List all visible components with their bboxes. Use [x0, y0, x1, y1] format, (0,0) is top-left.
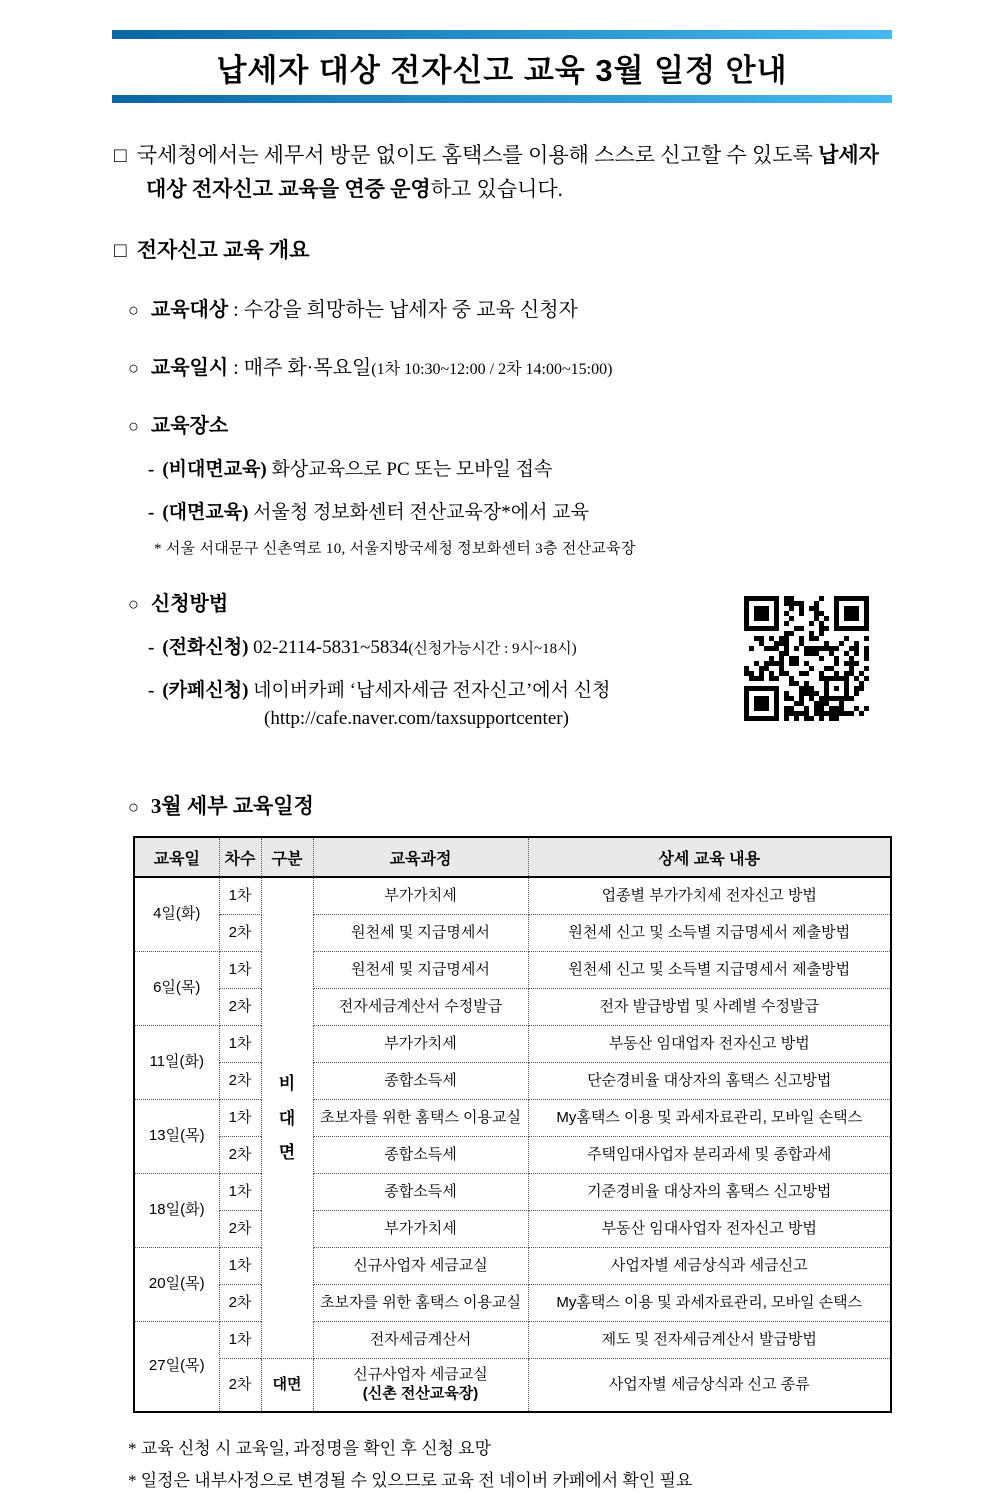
course-cell: 신규사업자 세금교실 [313, 1248, 528, 1285]
square-bullet-icon: □ [114, 143, 127, 167]
table-row [134, 989, 891, 1026]
session-cell: 1차 [219, 1174, 261, 1211]
detail-cell: 원천세 신고 및 소득별 지급명세서 제출방법 [528, 952, 891, 989]
course-cell: 초보자를 위한 홈택스 이용교실 [313, 1285, 528, 1322]
detail-cell: 제도 및 전자세금계산서 발급방법 [528, 1322, 891, 1359]
session-cell: 2차 [219, 1359, 261, 1413]
detail-cell: 부동산 임대업자 전자신고 방법 [528, 1026, 891, 1063]
date-cell: 13일(목) [134, 1100, 219, 1174]
table-row [134, 1026, 891, 1063]
apply-phone-label: (전화신청) [162, 637, 249, 659]
circle-bullet-icon: ○ [128, 358, 139, 379]
title-bottom-bar [112, 95, 892, 103]
circle-bullet-icon: ○ [128, 416, 139, 437]
education-target-value: : 수강을 희망하는 납세자 중 교육 신청자 [228, 299, 578, 322]
education-schedule-label: 교육일시 [150, 357, 229, 380]
qr-code-image [744, 596, 869, 721]
intro-text-post: 하고 있습니다. [430, 176, 563, 201]
detail-cell: 전자 발급방법 및 사례별 수정발급 [528, 989, 891, 1026]
dash-bullet-icon: - [148, 680, 155, 702]
col-header-date: 교육일 [134, 837, 219, 877]
table-row [134, 1174, 891, 1211]
cafe-url: (http://cafe.naver.com/taxsupportcenter) [264, 708, 569, 730]
col-header-session: 차수 [219, 837, 261, 877]
apply-phone-number: 02-2114-5831~5834 [253, 637, 409, 659]
table-row [134, 1248, 891, 1285]
date-cell: 6일(목) [134, 952, 219, 1026]
session-cell: 1차 [219, 1322, 261, 1359]
type-offline-cell: 대면 [261, 1359, 313, 1413]
detail-cell: 주택임대사업자 분리과세 및 종합과세 [528, 1137, 891, 1174]
education-target-label: 교육대상 [150, 299, 229, 322]
date-cell: 4일(화) [134, 877, 219, 952]
dash-bullet-icon: - [148, 637, 155, 659]
table-row [134, 1100, 891, 1137]
page-title: 납세자 대상 전자신고 교육 3월 일정 안내 [216, 53, 788, 88]
education-schedule-item [128, 351, 892, 380]
venue-online-item [148, 454, 892, 481]
schedule-heading-label: 3월 세부 교육일정 [150, 794, 314, 819]
overview-heading-label: 전자신고 교육 개요 [136, 238, 310, 263]
table-row [134, 1063, 891, 1100]
detail-cell: 업종별 부가가치세 전자신고 방법 [528, 877, 891, 915]
apply-method-label: 신청방법 [150, 593, 229, 616]
course-cell: 종합소득세 [313, 1137, 528, 1174]
session-cell: 1차 [219, 952, 261, 989]
table-header-row [134, 837, 891, 877]
table-row [134, 915, 891, 952]
apply-cafe-text: 네이버카페 ‘납세자세금 전자신고’에서 신청 [253, 680, 611, 702]
course-cell: 원천세 및 지급명세서 [313, 952, 528, 989]
circle-bullet-icon: ○ [128, 797, 139, 818]
session-cell: 2차 [219, 989, 261, 1026]
course-cell: 부가가치세 [313, 877, 528, 915]
apply-cafe-label: (카페신청) [162, 680, 249, 702]
title-top-bar [112, 30, 892, 39]
detail-cell: 사업자별 세금상식과 세금신고 [528, 1248, 891, 1285]
dash-bullet-icon: - [148, 459, 155, 481]
course-cell: 신규사업자 세금교실 (신촌 전산교육장) [313, 1359, 528, 1413]
circle-bullet-icon: ○ [128, 594, 139, 615]
education-schedule-detail: (1차 10:30~12:00 / 2차 14:00~15:00) [371, 361, 613, 379]
venue-address-note: * 서울 서대문구 신촌역로 10, 서울지방국세청 정보화센터 3층 전산교육장 [154, 541, 636, 558]
education-venue-label: 교육장소 [150, 415, 229, 438]
education-target-item [128, 293, 892, 322]
detail-cell: 부동산 임대사업자 전자신고 방법 [528, 1211, 891, 1248]
venue-online-text: 화상교육으로 PC 또는 모바일 접속 [271, 459, 553, 481]
table-row [134, 877, 891, 915]
col-header-course: 교육과정 [313, 837, 528, 877]
table-row [134, 1137, 891, 1174]
title-block [112, 30, 892, 103]
type-online-cell: 비 대 면 [261, 877, 313, 1359]
session-cell: 1차 [219, 1026, 261, 1063]
footer-notes [128, 1433, 892, 1498]
session-cell: 1차 [219, 1100, 261, 1137]
course-cell: 부가가치세 [313, 1211, 528, 1248]
venue-offline-text: 서울청 정보화센터 전산교육장*에서 교육 [253, 502, 589, 524]
detail-cell: My홈택스 이용 및 과세자료관리, 모바일 손택스 [528, 1285, 891, 1322]
detail-cell: 기준경비율 대상자의 홈택스 신고방법 [528, 1174, 891, 1211]
intro-text-bold: 납세자 대상 전자신고 교육을 연중 운영 [146, 143, 879, 201]
table-row [134, 1211, 891, 1248]
venue-online-label: (비대면교육) [162, 459, 267, 481]
session-cell: 2차 [219, 1211, 261, 1248]
qr-code [744, 596, 869, 721]
date-cell: 18일(화) [134, 1174, 219, 1248]
intro-text-pre: 국세청에서는 세무서 방문 없이도 홈택스를 이용해 스스로 신고할 수 있도록 [136, 143, 819, 167]
course-cell: 종합소득세 [313, 1063, 528, 1100]
detail-cell: 사업자별 세금상식과 신고 종류 [528, 1359, 891, 1413]
col-header-detail: 상세 교육 내용 [528, 837, 891, 877]
square-bullet-icon: □ [114, 238, 127, 263]
footer-note: * 일정은 내부사정으로 변경될 수 있으므로 교육 전 네이버 카페에서 확인 필요 [128, 1471, 693, 1491]
date-cell: 27일(목) [134, 1322, 219, 1413]
session-cell: 1차 [219, 1248, 261, 1285]
session-cell: 2차 [219, 1137, 261, 1174]
course-cell: 종합소득세 [313, 1174, 528, 1211]
course-cell: 전자세금계산서 수정발급 [313, 989, 528, 1026]
date-cell: 11일(화) [134, 1026, 219, 1100]
venue-offline-label: (대면교육) [162, 502, 249, 524]
schedule-table [133, 836, 892, 1413]
session-cell: 2차 [219, 1285, 261, 1322]
session-cell: 2차 [219, 915, 261, 952]
schedule-heading [128, 790, 892, 820]
table-row [134, 1322, 891, 1359]
table-row [134, 952, 891, 989]
session-cell: 1차 [219, 877, 261, 915]
detail-cell: 원천세 신고 및 소득별 지급명세서 제출방법 [528, 915, 891, 952]
footer-note: * 교육 신청 시 교육일, 과정명을 확인 후 신청 요망 [128, 1439, 492, 1459]
education-venue-item [128, 409, 892, 438]
intro-paragraph [114, 139, 892, 206]
apply-phone-hours: (신청가능시간 : 9시~18시) [408, 641, 577, 658]
course-cell: 부가가치세 [313, 1026, 528, 1063]
table-row [134, 1359, 891, 1413]
col-header-type: 구분 [261, 837, 313, 877]
dash-bullet-icon: - [148, 502, 155, 524]
course-cell: 원천세 및 지급명세서 [313, 915, 528, 952]
overview-heading [114, 234, 892, 264]
table-row [134, 1285, 891, 1322]
session-cell: 2차 [219, 1063, 261, 1100]
date-cell: 20일(목) [134, 1248, 219, 1322]
course-cell: 초보자를 위한 홈택스 이용교실 [313, 1100, 528, 1137]
education-schedule-value: : 매주 화·목요일 [228, 357, 372, 380]
detail-cell: My홈택스 이용 및 과세자료관리, 모바일 손택스 [528, 1100, 891, 1137]
circle-bullet-icon: ○ [128, 300, 139, 321]
venue-offline-item [148, 497, 892, 524]
detail-cell: 단순경비율 대상자의 홈택스 신고방법 [528, 1063, 891, 1100]
course-cell: 전자세금계산서 [313, 1322, 528, 1359]
